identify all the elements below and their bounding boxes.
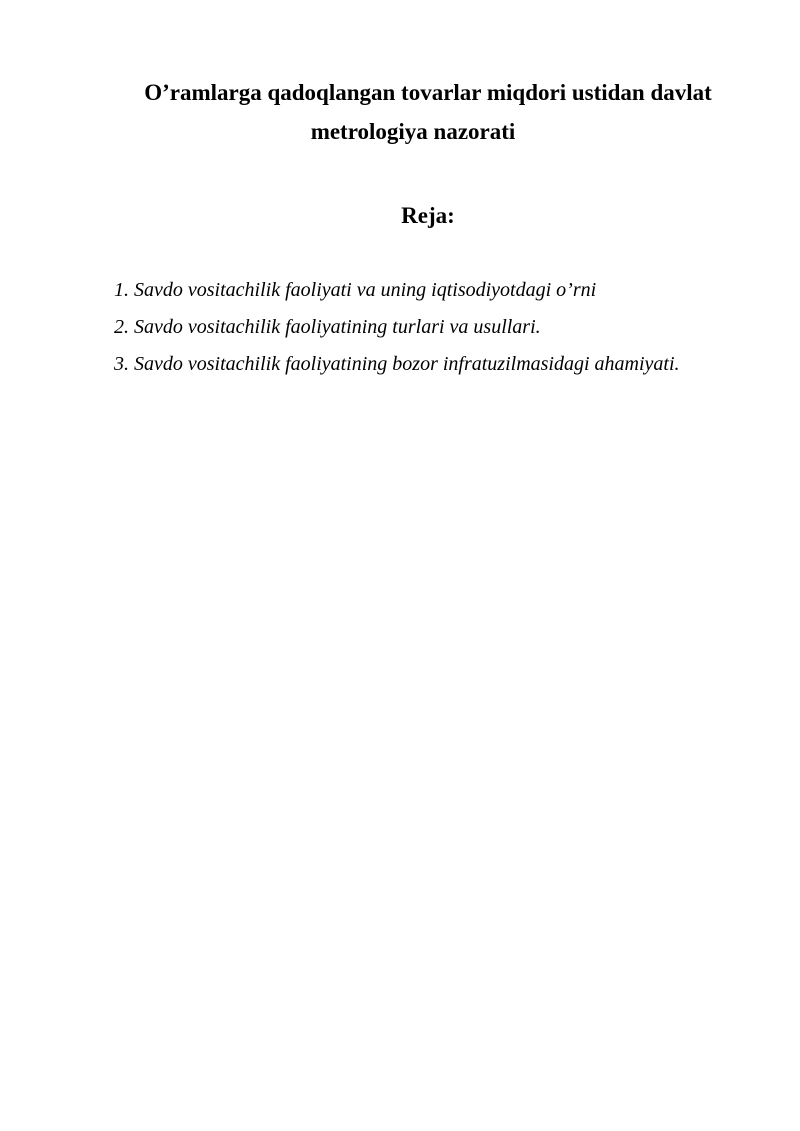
document-title-line-2: metrologiya nazorati [310,119,516,144]
plan-item-1: 1. Savdo vositachilik faoliyati va uning iqtisodiyotdagi o’rni [114,279,597,301]
plan-heading: Reja: [401,203,455,228]
plan-list [114,272,794,383]
document-title [100,73,756,151]
document-title-line-1: O’ramlarga qadoqlangan tovarlar miqdori ustidan davlat [144,80,712,105]
plan-item-2: 2. Savdo vositachilik faoliyatining turlari va usullari. [114,316,541,338]
plan-item-3: 3. Savdo vositachilik faoliyatining bozor infratuzilmasidagi ahamiyati. [114,353,680,375]
